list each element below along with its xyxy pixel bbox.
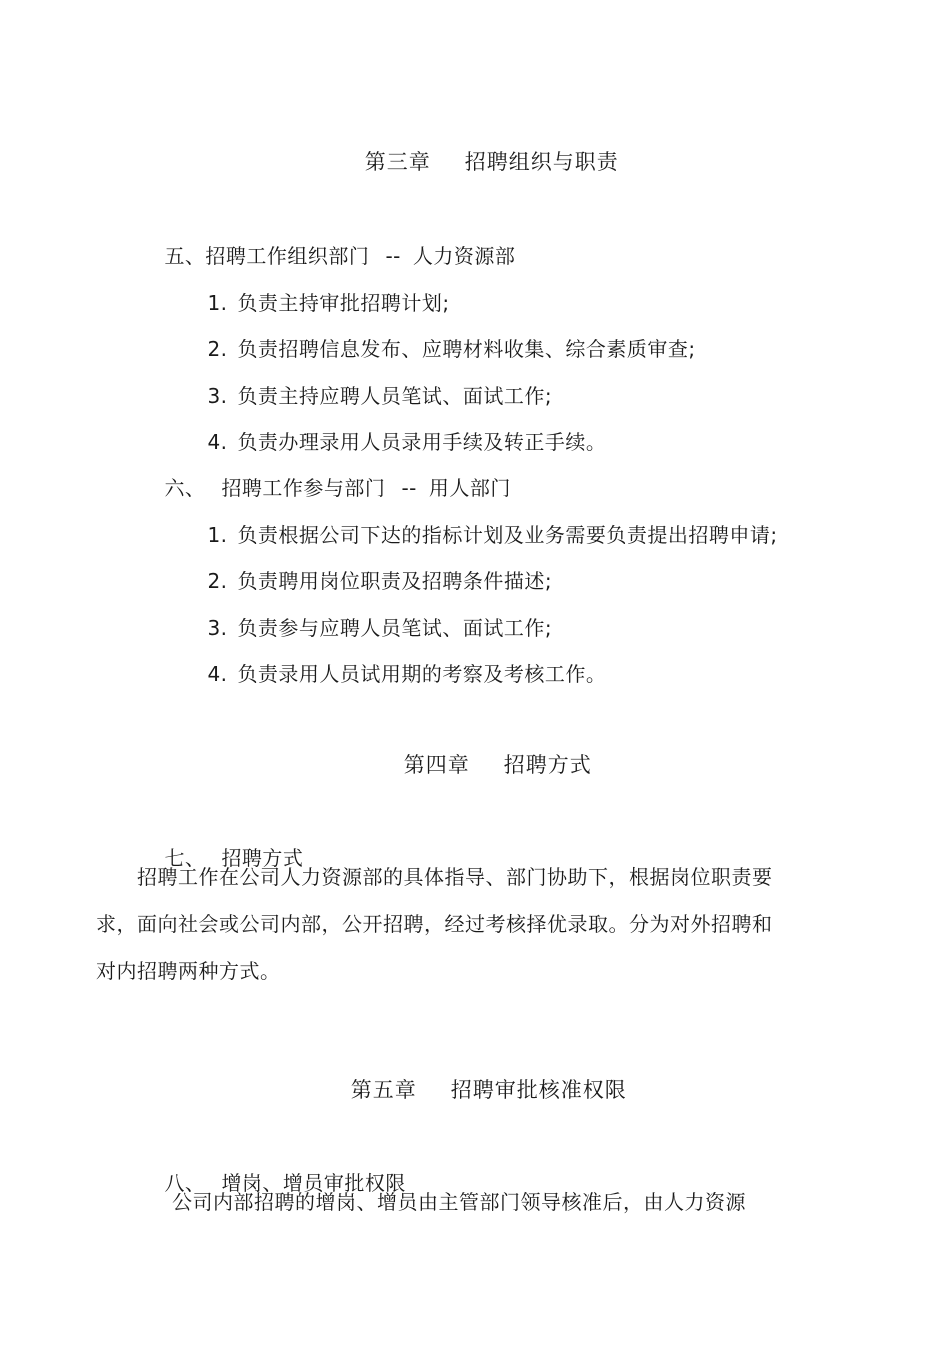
chapter-5-heading: [320, 1048, 627, 1132]
list-item-text: 负责聘用岗位职责及招聘条件描述;: [237, 569, 553, 593]
list-item-text: 负责根据公司下达的指标计划及业务需要负责提出招聘申请;: [237, 523, 778, 547]
chapter-3-title: 招聘组织与职责: [464, 150, 619, 174]
list-item-text: 负责招聘信息发布、应聘材料收集、综合素质审查;: [237, 337, 696, 361]
list-item-number: 3.: [207, 384, 228, 408]
section-5-title: 五、招聘工作组织部门: [164, 244, 370, 268]
list-item: [180, 632, 606, 716]
section-5-dept: 人力资源部: [412, 244, 516, 268]
list-item-number: 2.: [207, 569, 228, 593]
section-8-prefix: 八、: [164, 1171, 206, 1195]
chapter-4-label: 第四章: [403, 753, 470, 777]
list-item-number: 1.: [207, 523, 228, 547]
paragraph-line: 求，面向社会或公司内部，公开招聘，经过考核择优录取。分为对外招聘和: [96, 912, 773, 936]
chapter-4-title: 招聘方式: [503, 753, 592, 777]
list-item-text: 负责参与应聘人员笔试、面试工作;: [237, 616, 553, 640]
chapter-5-title: 招聘审批核准权限: [450, 1078, 627, 1102]
section-7-prefix: 七、: [164, 846, 206, 870]
section-6-dept: 用人部门: [428, 476, 511, 500]
section-5-dash: --: [385, 244, 401, 268]
chapter-5-label: 第五章: [350, 1078, 417, 1102]
paragraph-line: 招聘工作在公司人力资源部的具体指导、部门协助下，根据岗位职责要: [137, 865, 773, 889]
section-6-dash: --: [401, 476, 417, 500]
paragraph-line: 公司内部招聘的增岗、增员由主管部门领导核准后，由人力资源: [172, 1190, 746, 1214]
section-6-title: 招聘工作参与部门: [221, 476, 386, 500]
chapter-3-label: 第三章: [364, 150, 431, 174]
section-7-title: 招聘方式: [221, 846, 304, 870]
list-item-number: 4.: [207, 430, 228, 454]
list-item-text: 负责主持审批招聘计划;: [237, 291, 450, 315]
paragraph-line: 对内招聘两种方式。: [96, 959, 281, 983]
section-8-title: 增岗、增员审批权限: [221, 1171, 406, 1195]
chapter-3-heading: [334, 120, 619, 204]
section-6-prefix: 六、: [164, 476, 206, 500]
list-item-number: 4.: [207, 662, 228, 686]
list-item-number: 3.: [207, 616, 228, 640]
list-item-text: 负责主持应聘人员笔试、面试工作;: [237, 384, 553, 408]
list-item-number: 1.: [207, 291, 228, 315]
list-item-number: 2.: [207, 337, 228, 361]
list-item-text: 负责办理录用人员录用手续及转正手续。: [237, 430, 607, 454]
chapter-4-heading: [373, 723, 592, 807]
list-item-text: 负责录用人员试用期的考察及考核工作。: [237, 662, 607, 686]
